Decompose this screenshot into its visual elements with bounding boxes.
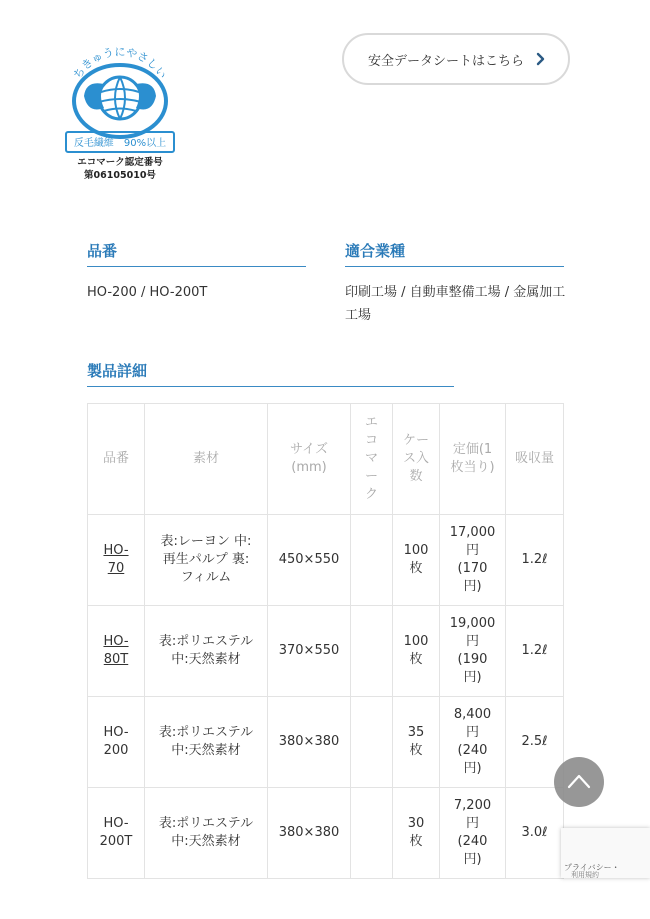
table-row xyxy=(88,697,564,788)
absorption-cell: 3.0ℓ xyxy=(506,788,564,879)
size-cell: 450×550 xyxy=(268,515,351,606)
product-code-cell: HO- 200T xyxy=(88,788,145,879)
product-code-cell: HO- 200 xyxy=(88,697,145,788)
table-row xyxy=(88,788,564,879)
absorption-cell: 1.2ℓ xyxy=(506,515,564,606)
absorption-cell: 2.5ℓ xyxy=(506,697,564,788)
recaptcha-privacy-link[interactable]: プライバシー・ xyxy=(564,863,620,872)
size-cell: 380×380 xyxy=(268,788,351,879)
part-number-value: HO-200 / HO-200T xyxy=(87,285,208,300)
header-size: サイズ (mm) xyxy=(268,404,351,515)
eco-arc-text: ちきゅうにやさしい xyxy=(71,45,169,82)
header-ecomark: エコマーク xyxy=(351,404,393,515)
ecomark-cell xyxy=(351,515,393,606)
price-cell: 17,000 円 (170 円) xyxy=(440,515,506,606)
product-details-rule xyxy=(87,386,454,387)
header-code: 品番 xyxy=(88,404,145,515)
product-details-table xyxy=(87,403,564,879)
ecomark-cell xyxy=(351,788,393,879)
material-cell: 表:ポリエステル 中:天然素材 xyxy=(145,606,268,697)
header-absorption: 吸収量 xyxy=(506,404,564,515)
recaptcha-badge[interactable] xyxy=(561,828,650,878)
ecomark-cell xyxy=(351,697,393,788)
eco-mark-emblem-icon xyxy=(60,36,180,156)
material-cell: 表:ポリエステル 中:天然素材 xyxy=(145,697,268,788)
size-cell: 380×380 xyxy=(268,697,351,788)
case-quantity-cell: 100 枚 xyxy=(393,606,440,697)
table-row xyxy=(88,606,564,697)
ecomark-cell xyxy=(351,606,393,697)
absorption-cell: 1.2ℓ xyxy=(506,606,564,697)
case-quantity-cell: 30 枚 xyxy=(393,788,440,879)
price-cell: 19,000 円 (190 円) xyxy=(440,606,506,697)
table-row xyxy=(88,515,564,606)
size-cell: 370×550 xyxy=(268,606,351,697)
safety-data-sheet-button[interactable] xyxy=(342,33,570,85)
header-material: 素材 xyxy=(145,404,268,515)
table-header-row xyxy=(88,404,564,515)
chevron-up-icon xyxy=(566,770,592,794)
industry-rule xyxy=(345,266,564,267)
eco-cert-number: 第06105010号 xyxy=(84,170,156,181)
product-code-link[interactable]: HO- 70 xyxy=(88,515,145,606)
industry-value-line: 印刷工場 / 自動車整備工場 / 金属加工 xyxy=(345,285,566,300)
eco-mark-logo xyxy=(60,36,180,181)
industry-heading: 適合業種 xyxy=(345,242,406,260)
recaptcha-terms-link[interactable]: 利用規約 xyxy=(571,871,599,878)
safety-data-sheet-label: 安全データシートはこちら xyxy=(368,53,525,69)
industry-value-line: 工場 xyxy=(345,308,372,323)
product-code-link[interactable]: HO- 80T xyxy=(88,606,145,697)
header-case-quantity: ケー ス入 数 xyxy=(393,404,440,515)
material-cell: 表:レーヨン 中: 再生パルプ 裏: フィルム xyxy=(145,515,268,606)
product-details-heading: 製品詳細 xyxy=(87,362,148,380)
eco-cert-label: エコマーク認定番号 xyxy=(77,157,163,168)
industry-value xyxy=(345,281,570,327)
price-cell: 8,400 円 (240 円) xyxy=(440,697,506,788)
material-cell: 表:ポリエステル 中:天然素材 xyxy=(145,788,268,879)
part-number-rule xyxy=(87,266,306,267)
header-price: 定価(1 枚当り) xyxy=(440,404,506,515)
back-to-top-button[interactable] xyxy=(554,757,604,807)
case-quantity-cell: 100 枚 xyxy=(393,515,440,606)
case-quantity-cell: 35 枚 xyxy=(393,697,440,788)
eco-ratio-label: 反毛繊維 90%以上 xyxy=(73,138,167,149)
price-cell: 7,200 円 (240 円) xyxy=(440,788,506,879)
part-number-heading: 品番 xyxy=(87,242,118,260)
chevron-right-icon xyxy=(536,52,546,70)
